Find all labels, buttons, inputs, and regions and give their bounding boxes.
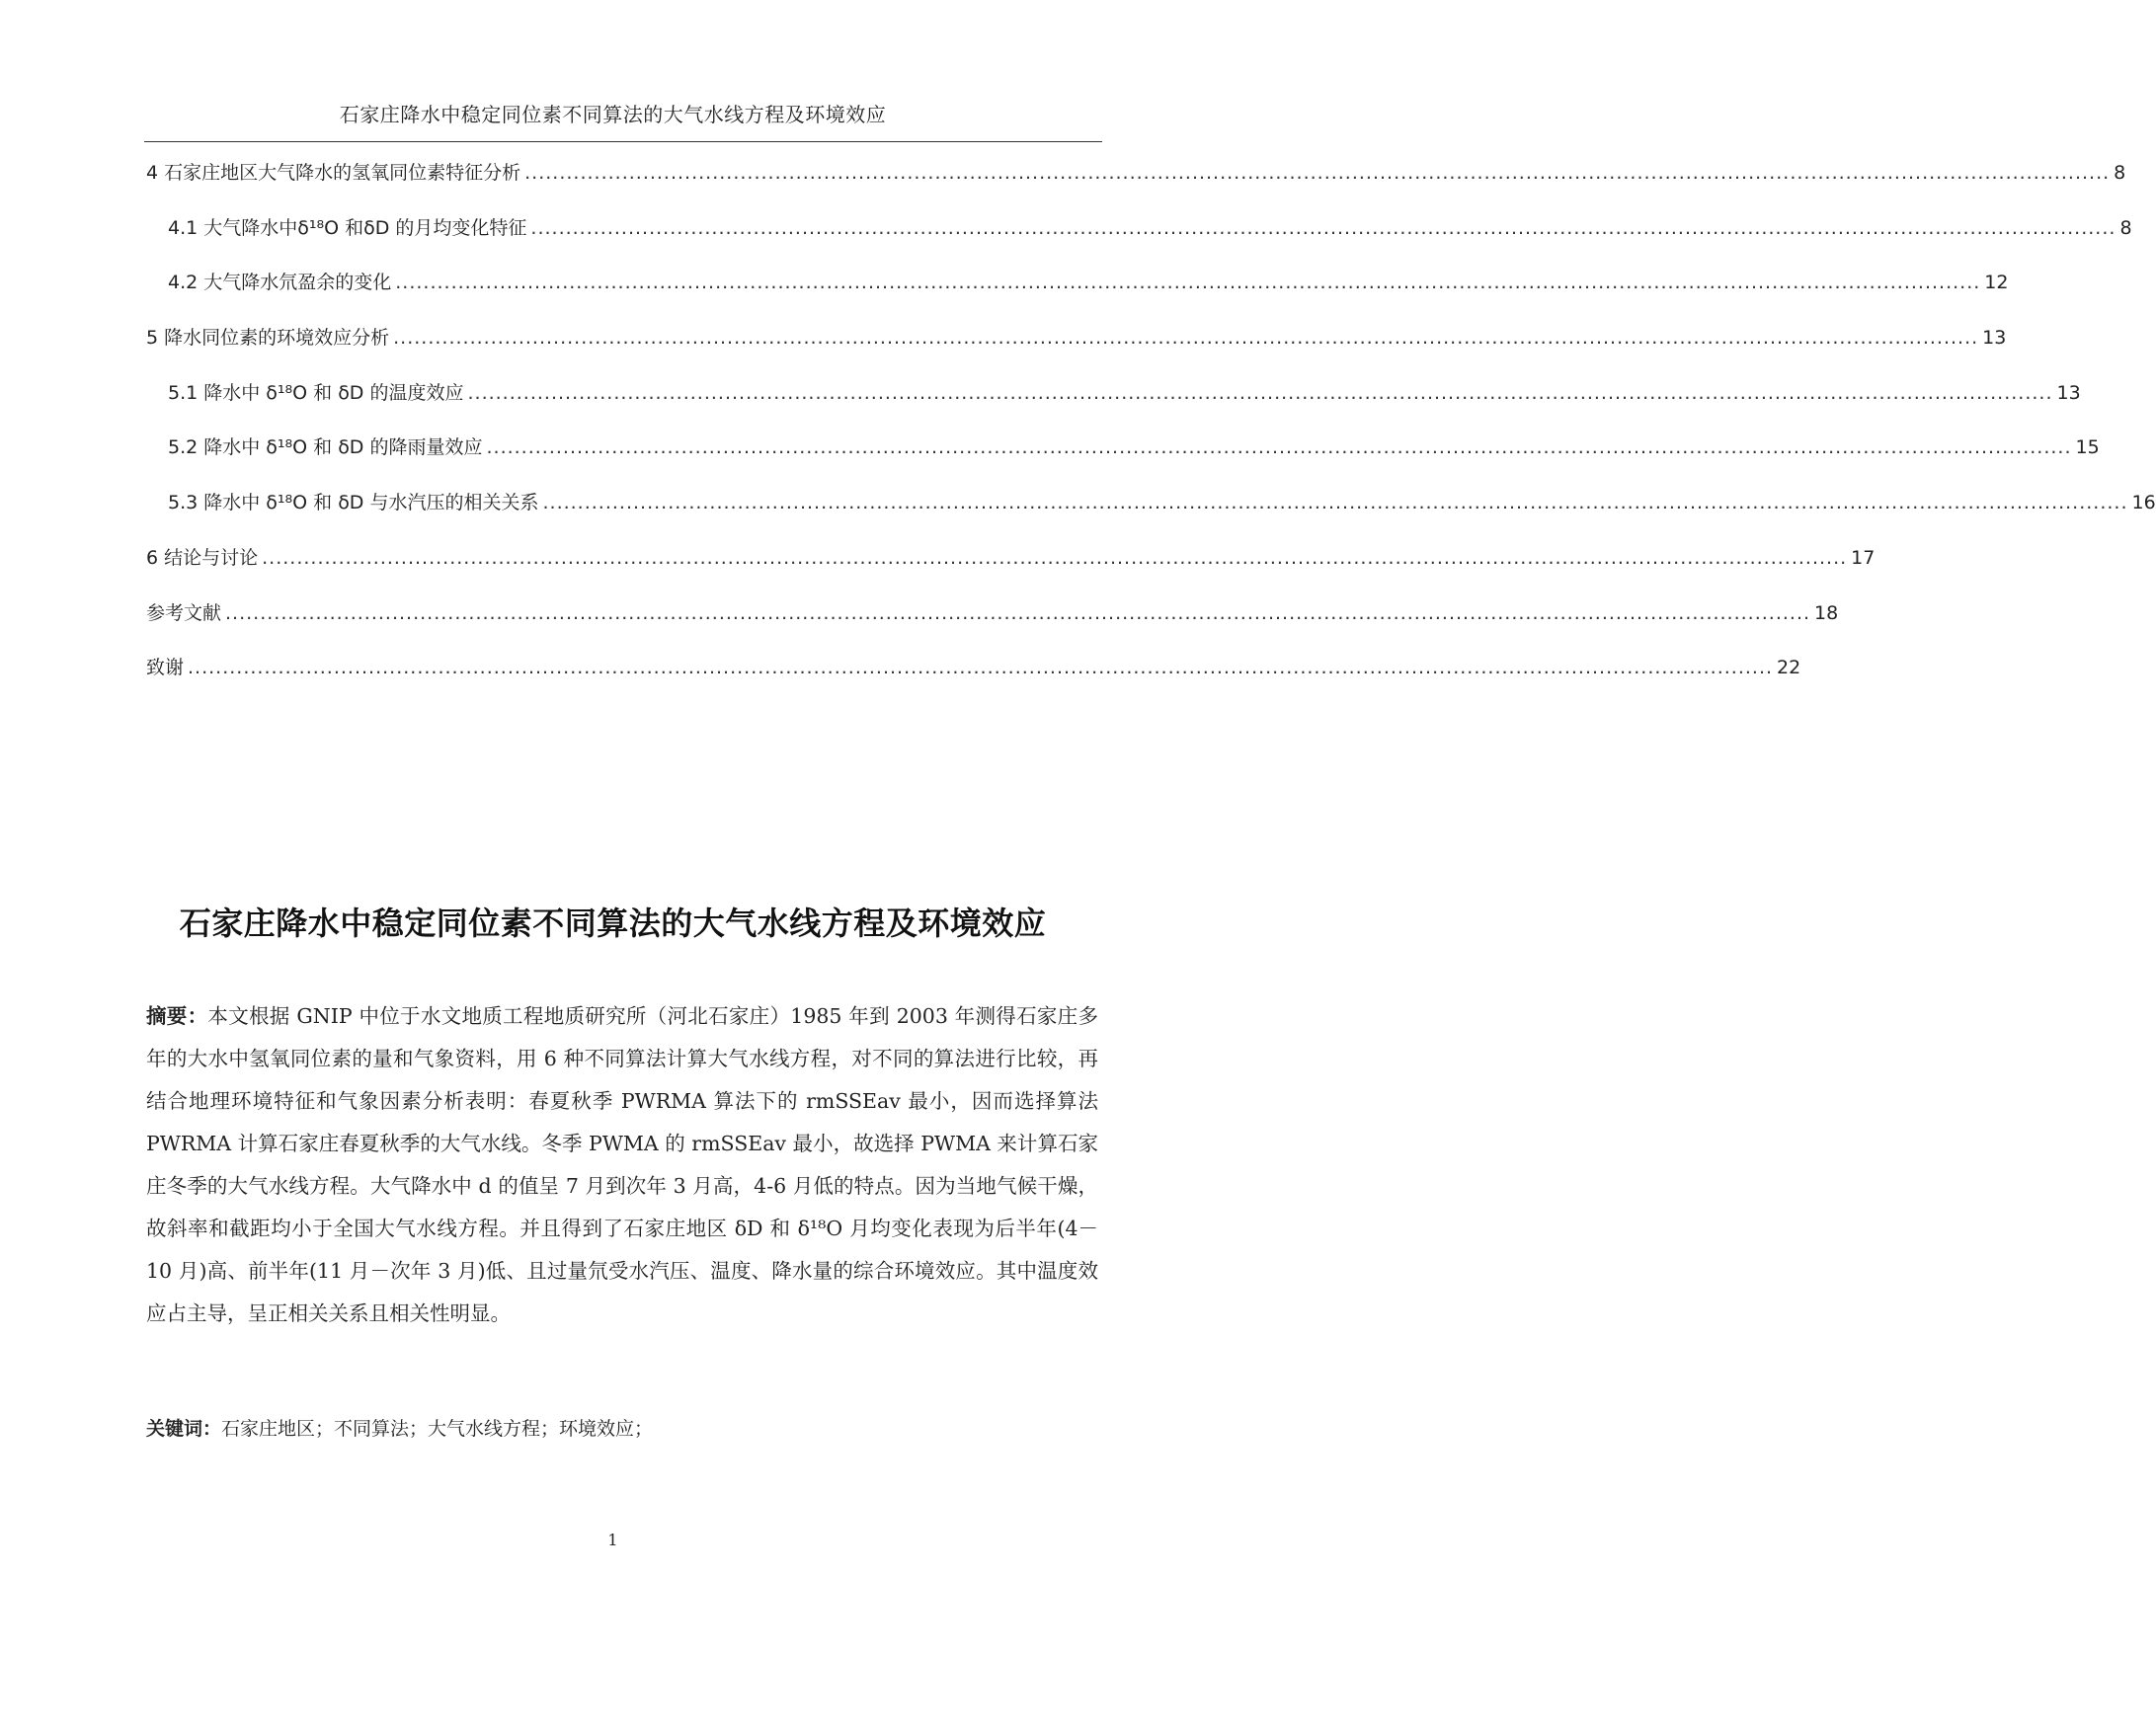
toc-entry-label: 4 石家庄地区大气降水的氢氧同位素特征分析	[146, 162, 521, 184]
toc-entry-page: 13	[2056, 381, 2081, 404]
toc-entry-page: 16	[2131, 492, 2156, 514]
toc-entry[interactable]	[146, 488, 2156, 543]
toc-entry[interactable]	[146, 213, 2132, 269]
abstract-label: 摘要：	[146, 1004, 208, 1028]
toc-entry[interactable]	[146, 433, 2100, 488]
toc-entry-page: 8	[2119, 216, 2132, 239]
toc-entry-label: 5.1 降水中 δ¹⁸O 和 δD 的温度效应	[168, 381, 464, 404]
toc-entry-label: 5 降水同位素的环境效应分析	[146, 327, 390, 350]
page-number: 1	[607, 1531, 618, 1549]
toc-entry[interactable]	[146, 378, 2081, 433]
table-of-contents	[146, 158, 2156, 708]
abstract	[146, 995, 1098, 1335]
toc-entry-label: 5.3 降水中 δ¹⁸O 和 δD 与水汽压的相关关系	[168, 492, 539, 514]
toc-entry[interactable]	[146, 653, 1801, 708]
keywords-label: 关键词：	[146, 1418, 222, 1440]
toc-entry[interactable]	[146, 158, 2126, 213]
keywords-text: 石家庄地区；不同算法；大气水线方程；环境效应；	[221, 1418, 654, 1440]
running-header: 石家庄降水中稳定同位素不同算法的大气水线方程及环境效应	[339, 103, 887, 126]
toc-dot-leader: ....................................................................................................................................................................................................................................	[393, 327, 1979, 350]
toc-entry-page: 22	[1777, 657, 1801, 679]
keywords	[146, 1414, 1098, 1441]
toc-dot-leader: ....................................................................................................................................................................................................................................	[486, 436, 2072, 459]
toc-dot-leader: ....................................................................................................................................................................................................................................	[262, 546, 1848, 569]
toc-entry-label: 致谢	[146, 657, 185, 679]
toc-dot-leader: ....................................................................................................................................................................................................................................	[225, 601, 1811, 624]
toc-dot-leader: ....................................................................................................................................................................................................................................	[542, 492, 2128, 514]
toc-dot-leader: ....................................................................................................................................................................................................................................	[188, 657, 1774, 679]
toc-entry-page: 15	[2075, 436, 2100, 459]
toc-entry-page: 12	[1984, 272, 2009, 294]
toc-entry-label: 4.2 大气降水氘盈余的变化	[168, 272, 392, 294]
toc-dot-leader: ....................................................................................................................................................................................................................................	[530, 216, 2116, 239]
abstract-text: 本文根据 GNIP 中位于水文地质工程地质研究所（河北石家庄）1985 年到 2003 年测得石家庄多年的大水中氢氧同位素的量和气象资料，用 6 种不同算法计算大气水线方程，对不同的算法进行比较，再结合地理环境特征和气象因素分析表明：春夏秋季 PWRMA 算法下的 rmSSEav 最小，因而选择算法 PWRMA 计算石家庄春夏秋季的大气水线。冬季 PWMA 的 rmSSEav 最小，故选择 PWMA 来计算石家庄冬季的大气水线方程。大气降水中 d 的值呈 7 月到次年 3 月高，4-6 月低的特点。因为当地气候干燥，故斜率和截距均小于全国大气水线方程。并且得到了石家庄地区 δD 和 δ¹⁸O 月均变化表现为后半年(4－10 月)高、前半年(11 月－次年 3 月)低、且过量氘受水汽压、温度、降水量的综合环境效应。其中温度效应占主导，呈正相关关系且相关性明显。	[146, 1004, 1098, 1325]
toc-dot-leader: ....................................................................................................................................................................................................................................	[467, 381, 2053, 404]
document-title: 石家庄降水中稳定同位素不同算法的大气水线方程及环境效应	[179, 905, 1047, 942]
toc-entry-page: 13	[1982, 327, 2007, 350]
toc-entry-label: 6 结论与讨论	[146, 546, 259, 569]
toc-entry[interactable]	[146, 598, 1839, 654]
toc-entry-page: 8	[2114, 162, 2126, 184]
toc-dot-leader: ....................................................................................................................................................................................................................................	[395, 272, 1981, 294]
toc-entry-label: 4.1 大气降水中δ¹⁸O 和δD 的月均变化特征	[168, 216, 527, 239]
toc-entry-page: 17	[1851, 546, 1876, 569]
toc-entry[interactable]	[146, 268, 2009, 323]
toc-entry[interactable]	[146, 543, 1876, 598]
toc-entry-label: 参考文献	[146, 601, 222, 624]
toc-entry-label: 5.2 降水中 δ¹⁸O 和 δD 的降雨量效应	[168, 436, 483, 459]
toc-dot-leader: ....................................................................................................................................................................................................................................	[524, 162, 2111, 184]
header-rule	[144, 141, 1102, 142]
toc-entry[interactable]	[146, 323, 2007, 378]
toc-entry-page: 18	[1814, 601, 1839, 624]
